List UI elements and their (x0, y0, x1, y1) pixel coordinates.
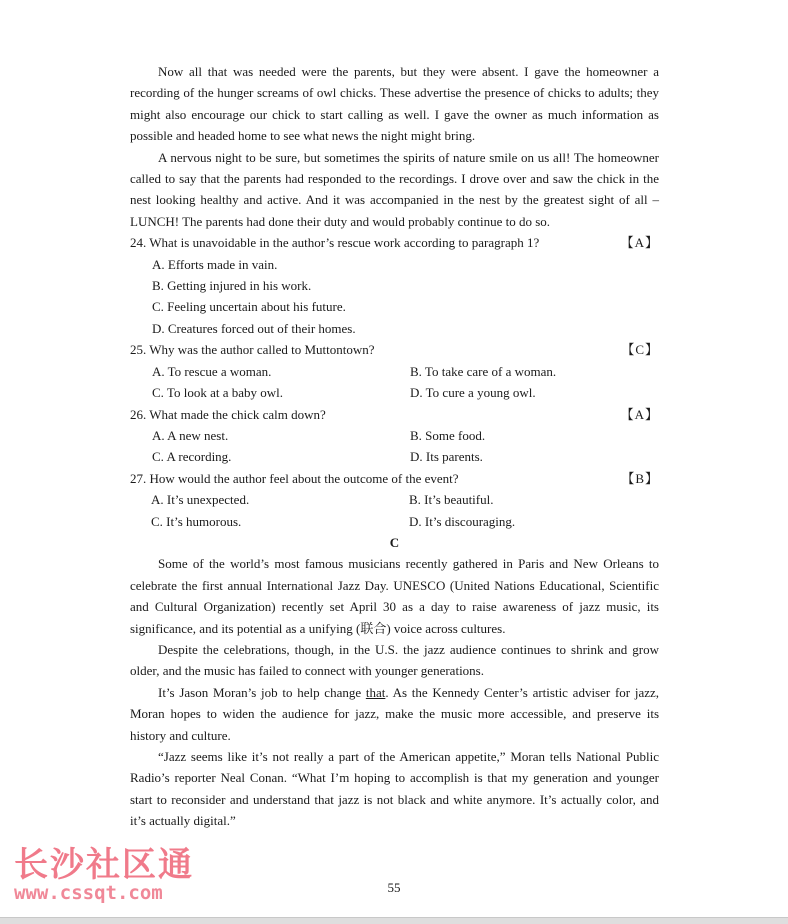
option: A. Efforts made in vain. (152, 256, 278, 272)
option: A. A new nest. (152, 427, 229, 443)
question-text: 27. How would the author feel about the outcome of the event? (130, 470, 459, 486)
paragraph: Despite the celebrations, though, in the U.S. the jazz audience continues to shrink and grow older, and the music has failed to connect with younger generations. (130, 641, 659, 679)
option: C. To look at a baby owl. (152, 385, 284, 401)
options-27 (130, 489, 659, 532)
answer-key: 【A】 (620, 406, 659, 422)
paragraph: Now all that was needed were the parents, but they were absent. I gave the homeowner a recording of the hunger screams of owl chicks. These advertise the presence of chicks to adults; they might also encourage our chick to start calling as well. I gave the owner as much information as possible and headed home to see what news the night might bring. (130, 64, 659, 144)
paragraph-moran (130, 682, 659, 746)
question-27 (130, 468, 659, 489)
paragraph: Some of the world’s most famous musicians recently gathered in Paris and New Orleans to celebrate the first annual International Jazz Day. UNESCO (United Nations Educational, Scientific and Cultural Organization) recently set April 30 as a day to raise awareness of jazz music, its significance, and its potential as a unifying (联合) voice across cultures. (130, 556, 659, 636)
text-run: It’s Jason Moran’s job to help change (158, 684, 366, 700)
question-text: 25. Why was the author called to Muttontown? (130, 342, 375, 358)
underlined-word: that (365, 684, 386, 700)
question-text: 26. What made the chick calm down? (130, 406, 326, 422)
option: C. Feeling uncertain about his future. (152, 299, 346, 315)
options-26 (130, 425, 659, 468)
options-25 (130, 361, 659, 404)
text-run: . As the Kennedy Center’s artistic adviser for jazz, Moran hopes to widen the audience for jazz, make the music more accessible, and preserve its history and culture. (130, 684, 660, 743)
question-24 (130, 232, 659, 253)
answer-key: 【A】 (620, 235, 659, 251)
option: D. Creatures forced out of their homes. (152, 320, 356, 336)
page-bottom-edge (0, 917, 788, 924)
option: B. It’s beautiful. (409, 492, 494, 508)
option: C. A recording. (152, 449, 232, 465)
paragraph: A nervous night to be sure, but sometimes the spirits of nature smile on us all! The homeowner called to say that the parents had responded to the recordings. I drove over and saw the chick in the nest looking healthy and active. And it was accompanied in the nest by the greatest sight of all – LUNCH! The parents had done their duty and would probably continue to do so. (130, 149, 659, 229)
answer-key: 【C】 (621, 342, 659, 358)
page-content (130, 61, 659, 832)
option: A. It’s unexpected. (151, 492, 250, 508)
option: B. Getting injured in his work. (152, 278, 312, 294)
option: B. To take care of a woman. (410, 363, 557, 379)
option: D. To cure a young owl. (410, 385, 536, 401)
question-26 (130, 404, 659, 425)
watermark-url: www.cssqt.com (14, 882, 163, 904)
page-number: 55 (387, 880, 401, 895)
options-24 (130, 254, 659, 340)
option: B. Some food. (410, 427, 486, 443)
question-25 (130, 339, 659, 360)
option: D. It’s discouraging. (409, 513, 516, 529)
option: C. It’s humorous. (151, 513, 242, 529)
watermark-title: 长沙社区通 (14, 845, 194, 885)
answer-key: 【B】 (621, 470, 659, 486)
paragraph-quote: “Jazz seems like it’s not really a part of the American appetite,” Moran tells National Public Radio’s reporter Neal Conan. “What I’m hoping to accomplish is that my generation and younger start to reconsider and understand that jazz is not black and white anymore. It’s actually color, and it’s actually digital.” (130, 749, 659, 829)
option: D. Its parents. (410, 449, 483, 465)
option: A. To rescue a woman. (152, 363, 272, 379)
question-text: 24. What is unavoidable in the author’s rescue work according to paragraph 1? (130, 235, 540, 251)
section-heading: C (389, 534, 400, 550)
